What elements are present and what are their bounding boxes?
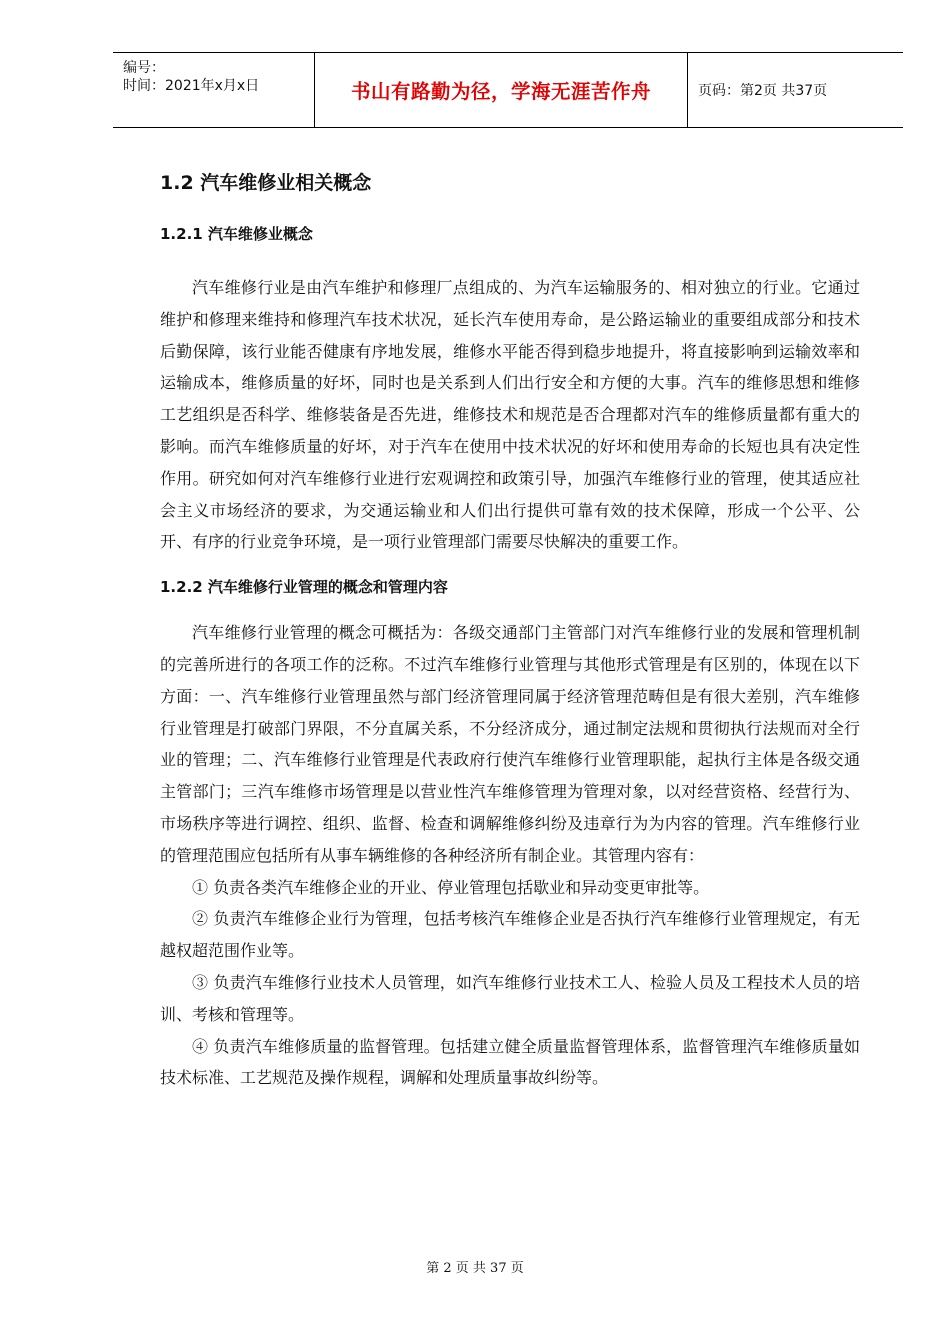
list-item: ① 负责各类汽车维修企业的开业、停业管理包括歇业和异动变更审批等。 (192, 877, 710, 897)
list-item: ④ 负责汽车维修质量的监督管理。包括建立健全质量监督管理体系，监督管理汽车维修质量如技术标准、工艺规范及操作规程，调解和处理质量事故纠纷等。 (160, 1036, 860, 1088)
page-footer: 第 2 页 共 37 页 (426, 1261, 524, 1276)
list-item: ③ 负责汽车维修行业技术人员管理，如汽车维修行业技术工人、检验人员及工程技术人员的培训、考核和管理等。 (160, 972, 860, 1024)
section-title: 1.2 汽车维修业相关概念 (160, 172, 372, 194)
subsection-title-1-2-1: 1.2.1 汽车维修业概念 (160, 225, 313, 243)
document-date-label: 时间：2021年x月x日 (123, 78, 260, 94)
subsection-title-1-2-2: 1.2.2 汽车维修行业管理的概念和管理内容 (160, 578, 448, 597)
header-page-info: 页码：第2页 共37页 (698, 83, 828, 99)
document-body (160, 165, 860, 1094)
header-meta (113, 53, 315, 127)
page-header (113, 52, 903, 128)
paragraph-1-2-1: 汽车维修行业是由汽车维护和修理厂点组成的、为汽车运输服务的、相对独立的行业。它通过维护和修理来维持和修理汽车技术状况，延长汽车使用寿命，是公路运输业的重要组成部分和技术后勤保障，该行业能否健康有序地发展，维修水平能否得到稳步地提升，将直接影响到运输效率和运输成本，维修质量的好坏，同时也是关系到人们出行安全和方便的大事。汽车的维修思想和维修工艺组织是否科学、维修装备是否先进，维修技术和规范是否合理都对汽车的维修质量都有重大的影响。而汽车维修质量的好坏，对于汽车在使用中技术状况的好坏和使用寿命的长短也具有决定性作用。研究如何对汽车维修行业进行宏观调控和政策引导，加强汽车维修行业的管理，使其适应社会主义市场经济的要求，为交通运输业和人们出行提供可靠有效的技术保障，形成一个公平、公开、有序的行业竞争环境，是一项行业管理部门需要尽快解决的重要工作。 (160, 278, 860, 552)
list-item: ② 负责汽车维修企业行为管理，包括考核汽车维修企业是否执行汽车维修行业管理规定，有无越权超范围作业等。 (160, 909, 860, 961)
paragraph-1-2-2: 汽车维修行业管理的概念可概括为：各级交通部门主管部门对汽车维修行业的发展和管理机制的完善所进行的各项工作的泛称。不过汽车维修行业管理与其他形式管理是有区别的，体现在以下方面：一、汽车维修行业管理虽然与部门经济管理同属于经济管理范畴但是有很大差别，汽车维修行业管理是打破部门界限，不分直属关系，不分经济成分，通过制定法规和贯彻执行法规而对全行业的管理；二、汽车维修行业管理是代表政府行使汽车维修行业管理职能，起执行主体是各级交通主管部门；三汽车维修市场管理是以营业性汽车维修管理为管理对象，以对经营资格、经营行为、市场秩序等进行调控、组织、监督、检查和调解维修纠纷及违章行为为内容的管理。汽车维修行业的管理范围应包括所有从事车辆维修的各种经济所有制企业。其管理内容有： (160, 623, 860, 865)
document-number-label: 编号： (123, 60, 165, 76)
header-motto: 书山有路勤为径，学海无涯苦作舟 (315, 53, 688, 127)
